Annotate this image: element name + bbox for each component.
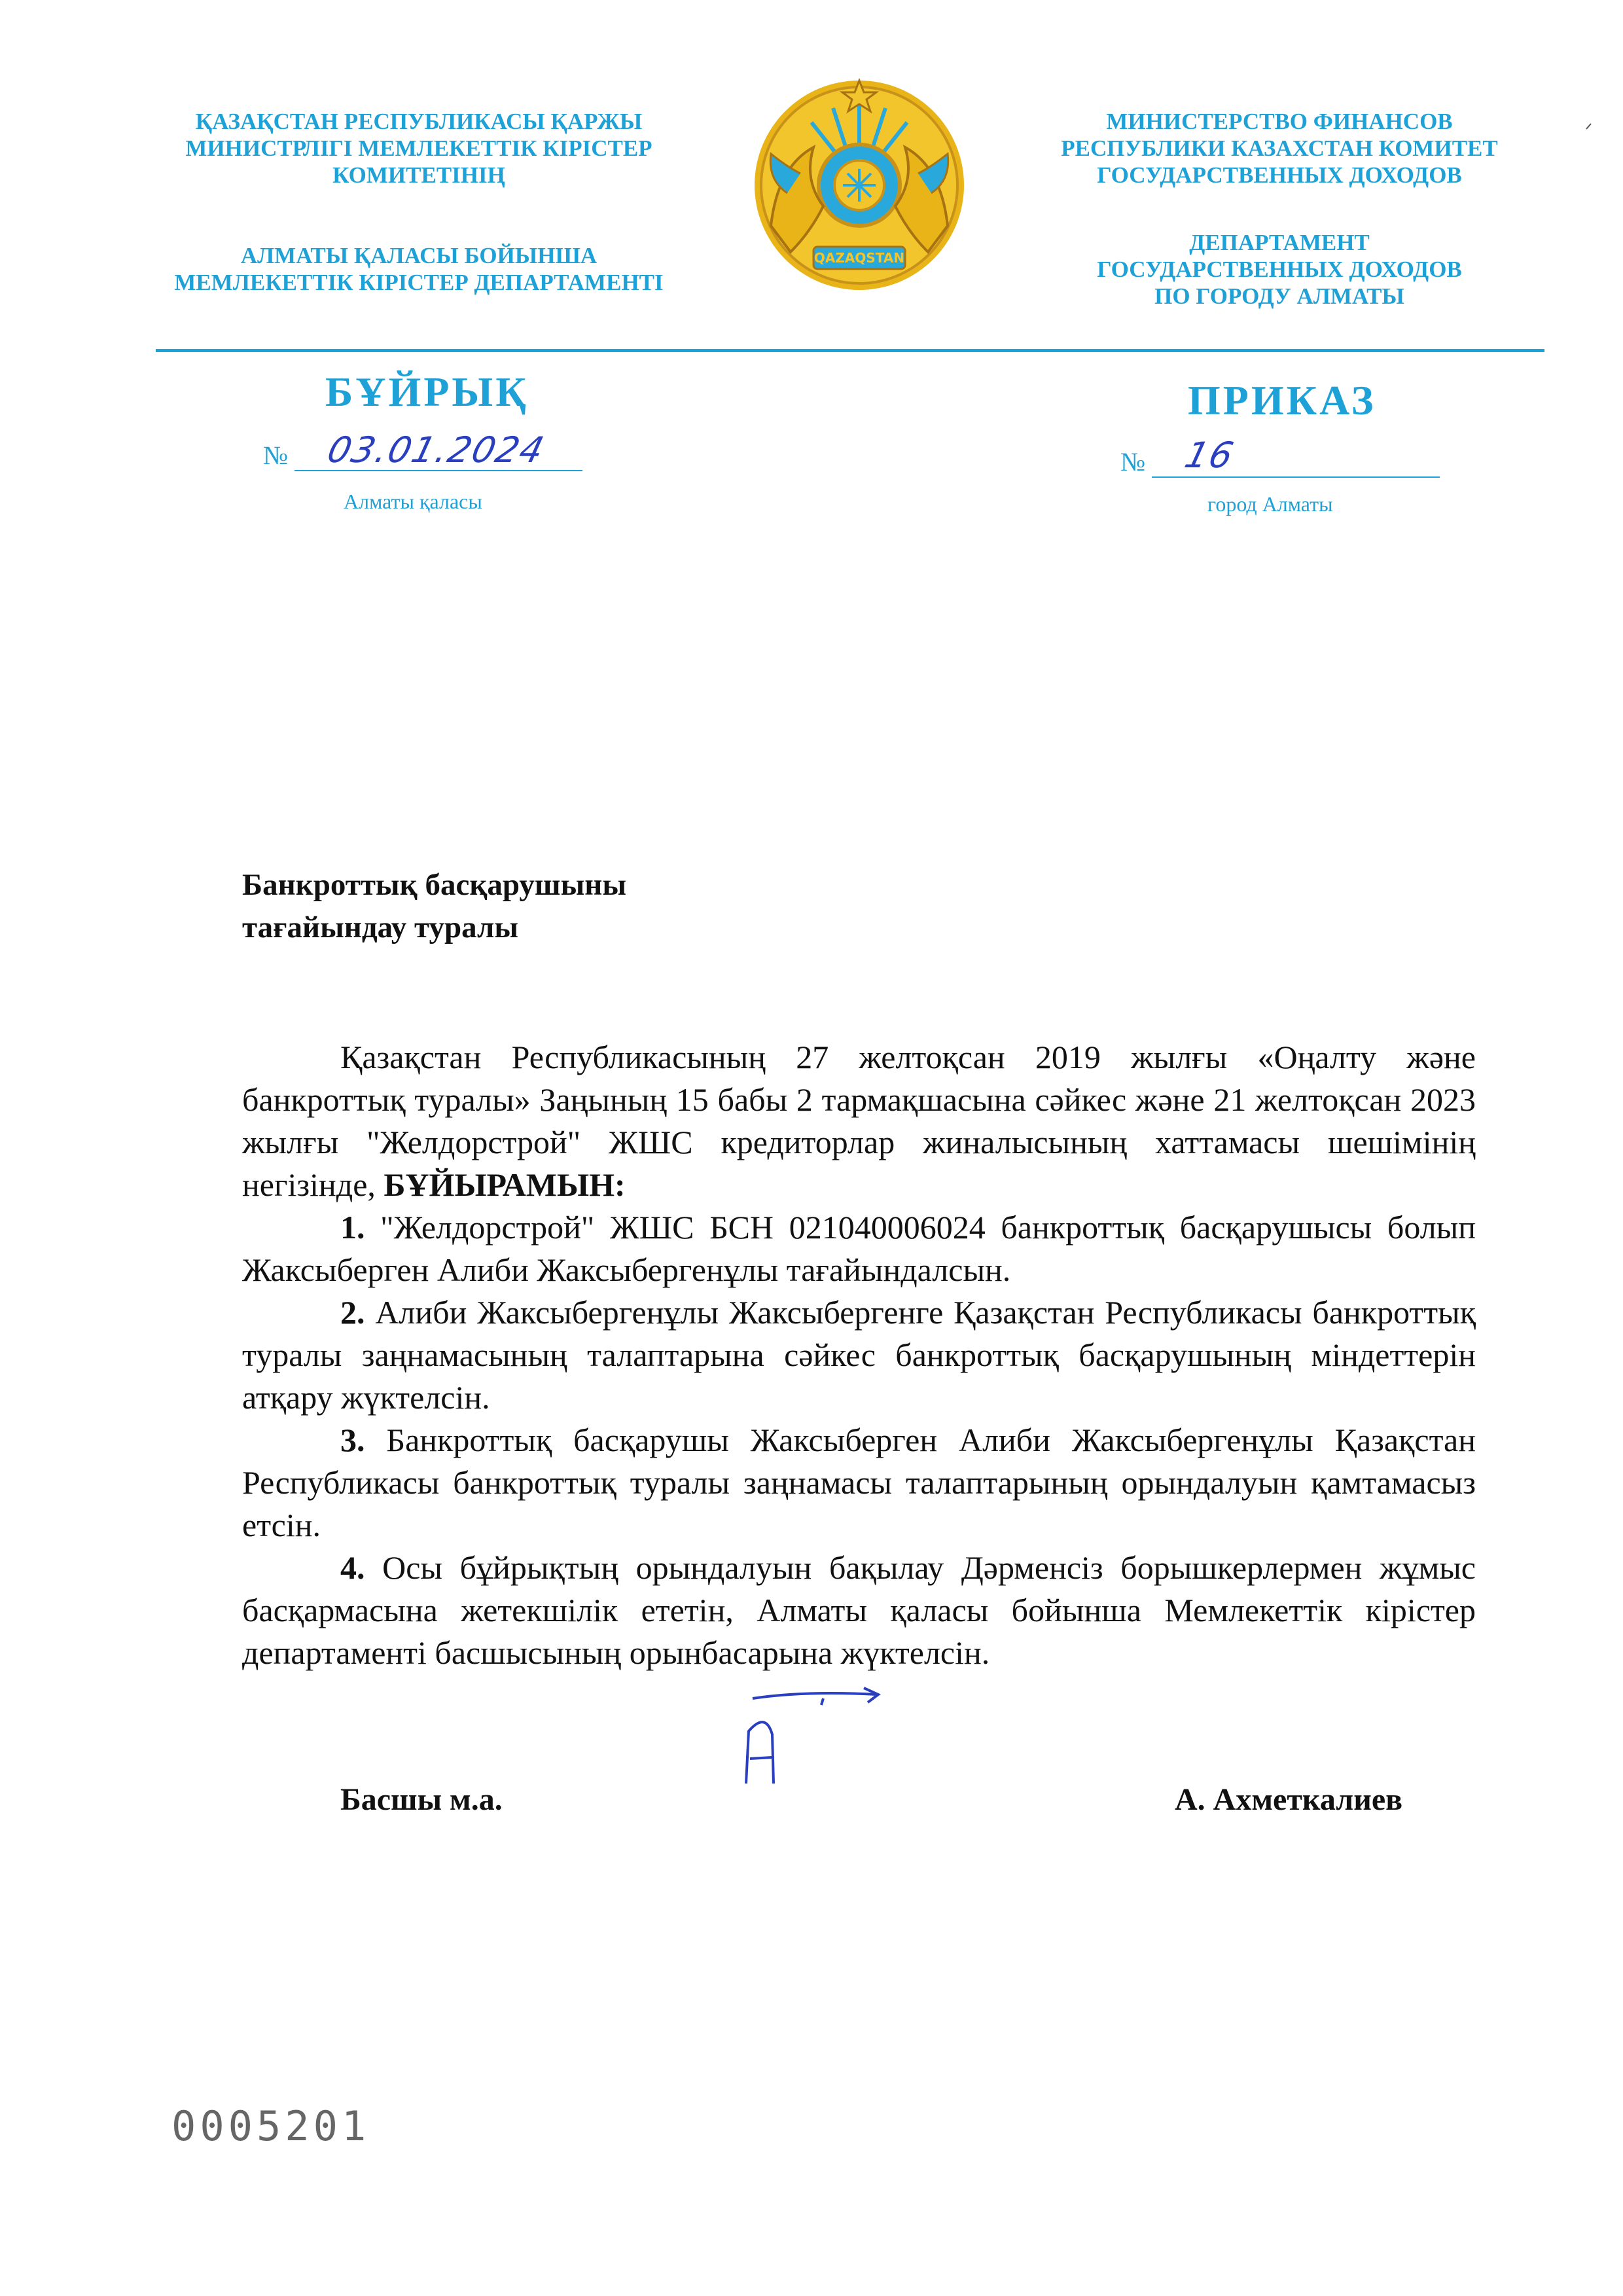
item-text: Алиби Жаксыбергенұлы Жаксыбергенге Қазақстан Республикасы банкроттық туралы заңнамасының талаптарына сәйкес банкроттық басқарушының міндеттерін атқару жүктелсін. bbox=[242, 1294, 1476, 1416]
preamble-text: Қазақстан Республикасының 27 желтоқсан 2019 жылғы «Оңалту және банкроттық туралы» Заңының 15 бабы 2 тармақшасына сәйкес және 21 желтоқсан 2023 жылғы "Желдорстрой" ЖШС кредиторлар жиналысының хаттамасы шешімінің негізінде, bbox=[242, 1039, 1476, 1203]
field-underline bbox=[1152, 476, 1440, 478]
subject-line: тағайындау туралы bbox=[242, 910, 519, 944]
city-kz: Алматы қаласы bbox=[344, 490, 482, 513]
order-title-kz: БҰЙРЫҚ bbox=[325, 368, 529, 415]
item-text: "Желдорстрой" ЖШС БСН 021040006024 банкроттық басқарушысы болып Жаксыберген Алиби Жаксыбергенұлы тағайындалсын. bbox=[242, 1209, 1476, 1288]
header-ru-line: МИНИСТЕРСТВО ФИНАНСОВ bbox=[1106, 109, 1453, 134]
order-body bbox=[242, 1036, 1476, 1674]
header-kz-line: ҚАЗАҚСТАН РЕСПУБЛИКАСЫ ҚАРЖЫ bbox=[195, 109, 643, 134]
item-number: 3. bbox=[340, 1422, 365, 1458]
header-kz-department bbox=[151, 242, 687, 296]
kazakhstan-emblem-icon bbox=[751, 75, 967, 298]
emblem-text: QAZAQSTAN bbox=[813, 250, 905, 266]
header-ru-ministry bbox=[1011, 108, 1548, 188]
item-text: Банкроттық басқарушы Жаксыберген Алиби Жаксыбергенұлы Қазақстан Республикасы банкроттық туралы заңнамасы талаптарының орындалуын қамтамасыз етсін. bbox=[242, 1422, 1476, 1543]
header-ru-department bbox=[1011, 229, 1548, 310]
item-number: 4. bbox=[340, 1549, 365, 1586]
order-item bbox=[242, 1547, 1476, 1674]
city-ru: город Алматы bbox=[1207, 492, 1333, 516]
header-kz-line: КОМИТЕТІНІҢ bbox=[332, 162, 505, 188]
header-ru-line: ПО ГОРОДУ АЛМАТЫ bbox=[1154, 283, 1404, 309]
preamble-paragraph bbox=[242, 1036, 1476, 1206]
order-subject bbox=[242, 864, 626, 949]
item-number: 2. bbox=[340, 1294, 365, 1331]
handwritten-number: 16 bbox=[1181, 435, 1239, 476]
signer-name: А. Ахметкалиев bbox=[1175, 1782, 1403, 1817]
item-number: 1. bbox=[340, 1209, 365, 1246]
handwritten-initial-mark bbox=[740, 1685, 897, 1803]
signer-role: Басшы м.а. bbox=[340, 1782, 503, 1817]
header-kz-line: МЕМЛЕКЕТТІК КІРІСТЕР ДЕПАРТАМЕНТІ bbox=[174, 270, 664, 295]
header-ru-line: ГОСУДАРСТВЕННЫХ ДОХОДОВ bbox=[1097, 162, 1462, 188]
order-item bbox=[242, 1419, 1476, 1547]
header-kz-line: АЛМАТЫ ҚАЛАСЫ БОЙЫНША bbox=[240, 243, 597, 268]
order-item bbox=[242, 1291, 1476, 1419]
order-title-ru: ПРИКАЗ bbox=[1188, 377, 1376, 423]
subject-line: Банкроттық басқарушыны bbox=[242, 868, 627, 902]
header-ru-line: ГОСУДАРСТВЕННЫХ ДОХОДОВ bbox=[1097, 257, 1462, 282]
header-divider bbox=[156, 349, 1544, 352]
preamble-command: БҰЙЫРАМЫН: bbox=[383, 1166, 626, 1203]
header-kz-line: МИНИСТРЛІГІ МЕМЛЕКЕТТІК КІРІСТЕР bbox=[185, 135, 652, 161]
item-text: Осы бұйрықтың орындалуын бақылау Дәрменсіз борышкерлермен жұмыс басқармасына жетекшілік ететін, Алматы қаласы бойынша Мемлекеттік кірістер департаменті басшысының орынбасарына жүктелсін. bbox=[242, 1549, 1476, 1671]
handwritten-date: 03.01.2024 bbox=[323, 429, 550, 471]
number-sign: № bbox=[1120, 447, 1146, 476]
header-ru-line: РЕСПУБЛИКИ КАЗАХСТАН КОМИТЕТ bbox=[1061, 135, 1498, 161]
header-ru-line: ДЕПАРТАМЕНТ bbox=[1189, 230, 1370, 255]
order-number-field bbox=[1120, 435, 1441, 486]
order-date-field bbox=[263, 429, 584, 479]
scan-mark bbox=[1585, 123, 1593, 130]
number-sign: № bbox=[263, 440, 289, 470]
header-kz-ministry bbox=[151, 108, 687, 188]
order-item bbox=[242, 1206, 1476, 1291]
document-serial-number: 0005201 bbox=[171, 2102, 370, 2150]
